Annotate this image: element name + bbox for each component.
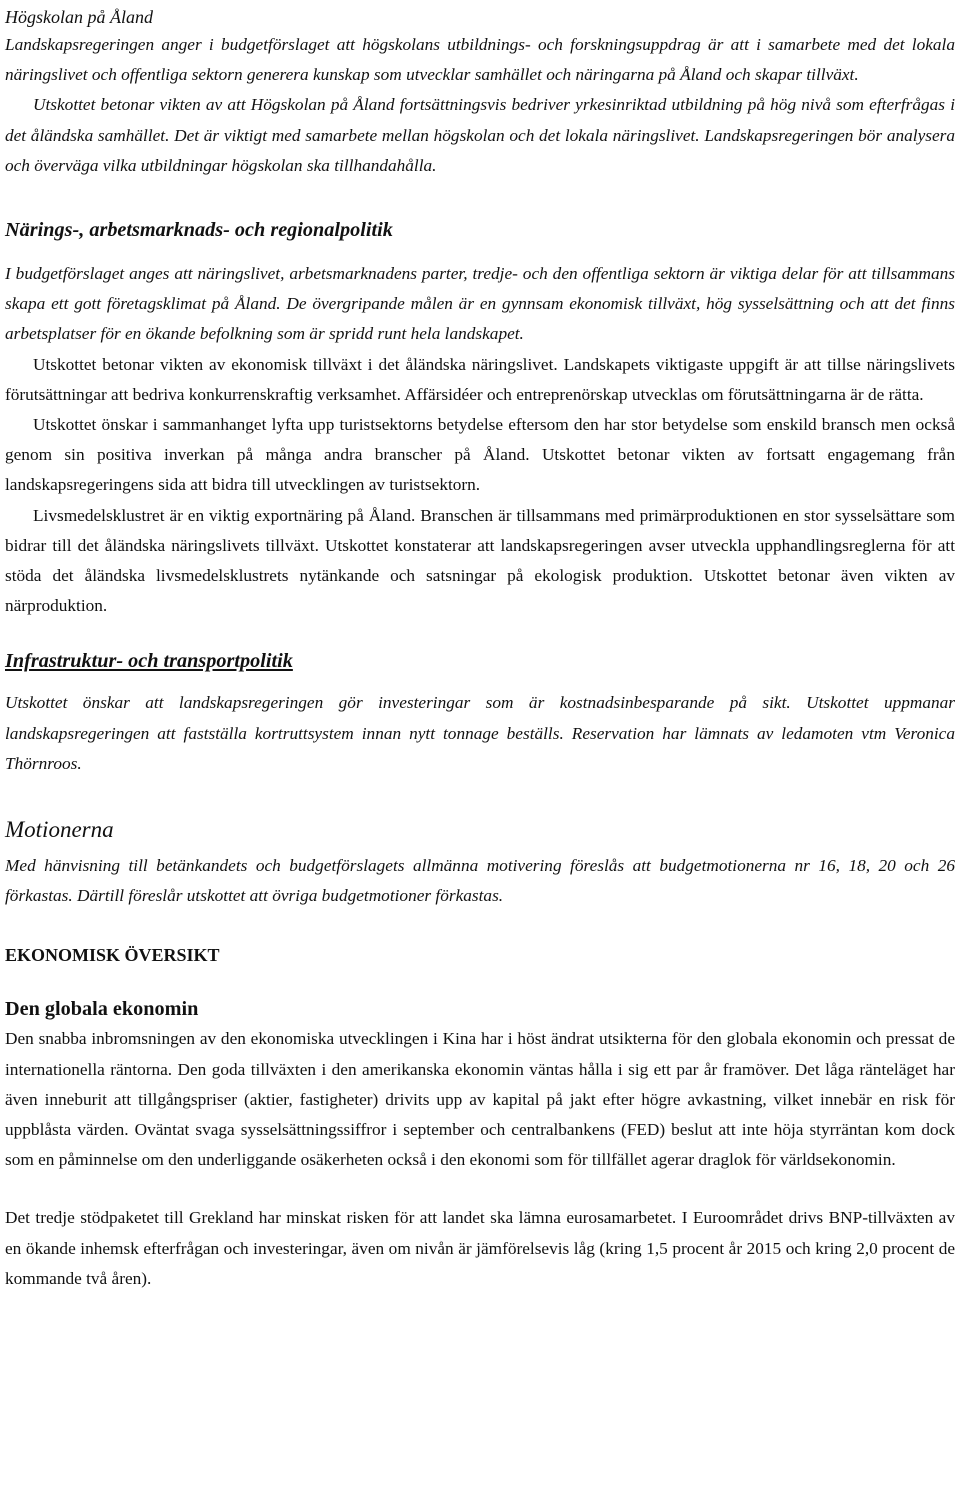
paragraph-infra-1: Utskottet önskar att landskapsregeringen gör investeringar som är kostnadsinbesparande på sikt. Utskottet uppmanar landskapsregeringen att fastställa kortruttsystem innan nytt tonnage beställs. Reservation har lämnats av ledamoten vtm Veronica Thörnroos. xyxy=(5,693,955,773)
paragraph-naring-2: Utskottet betonar vikten av ekonomisk tillväxt i det åländska näringslivet. Landskapets viktigaste uppgift är att tillse näringslivets förutsättningar att bedriva konkurrenskraftig verksamhet. Affärsidéer och entreprenörskap utvecklas om förutsättningarna är de rätta. xyxy=(5,354,955,404)
section-title-infra: Infrastruktur- och transportpolitik xyxy=(5,650,293,673)
paragraph-oversikt-2: Det tredje stödpaketet till Grekland har minskat risken för att landet ska lämna eurosamarbetet. I Euroområdet drivs BNP-tillväxten av en ökande inhemsk efterfrågan och investeringar, även om nivån är jämförelsevis låg (kring 1,5 procent år 2015 och kring 2,0 procent de kommande två åren). xyxy=(5,1208,955,1288)
paragraph-oversikt-1: Den snabba inbromsningen av den ekonomiska utvecklingen i Kina har i höst ändrat utsikterna för den globala ekonomin och pressat de internationella räntorna. Den goda tillväxten i den amerikanska ekonomin väntas hålla i sig ett par år framöver. Det låga ränteläget har även inneburit att tillgångspriser (aktier, fastigheter) drivits upp av kapital på jakt efter högre avkastning, vilket innebär en risk för uppblåsta värden. Oväntat svaga sysselsättningssiffror i september och centralbankens (FED) beslut att inte höja styrräntan kom dock som en påminnelse om den underliggande osäkerheten också i den ekonomi som för tillfället agerar draglok för världsekonomin. xyxy=(5,1029,955,1170)
paragraph-naring-3: Utskottet önskar i sammanhanget lyfta upp turistsektorns betydelse eftersom den har stor betydelse som enskild bransch men också genom sin positiva inverkan på många andra branscher på Åland. Utskottet betonar vikten av fortsatt engagemang från landskapsregeringens sida att bidra till utvecklingen av turistsektorn. xyxy=(5,415,955,495)
document-page xyxy=(5,4,955,1294)
paragraph-naring-4: Livsmedelsklustret är en viktig exportnäring på Åland. Branschen är tillsammans med primärproduktionen en stor sysselsättare som bidrar till det åländska näringslivets tillväxt. Utskottet konstaterar att landskapsregeringen avser utveckla upphandlingsreglerna för att stöda det åländska livsmedelsklustrets nytänkande och satsningar på ekologisk produktion. Utskottet betonar även vikten av närproduktion. xyxy=(5,505,955,616)
subsection-title-globala-ekonomin: Den globala ekonomin xyxy=(5,998,199,1021)
paragraph-hogskolan-2: Utskottet betonar vikten av att Högskolan på Åland fortsättningsvis bedriver yrkesinriktad utbildning på hög nivå som efterfrågas i det åländska samhället. Det är viktigt med samarbete mellan högskolan och det lokala näringslivet. Landskapsregeringen bör analysera och överväga vilka utbildningar högskolan ska tillhandahålla. xyxy=(5,95,955,175)
paragraph-naring-1: I budgetförslaget anges att näringslivet, arbetsmarknadens parter, tredje- och den offentliga sektorn är viktiga delar för att tillsammans skapa ett gott företagsklimat på Åland. De övergripande målen är en gynnsam ekonomisk tillväxt, hög sysselsättning och att det finns arbetsplatser för en ökande befolkning som är spridd runt hela landskapet. xyxy=(5,264,955,344)
paragraph-hogskolan-1: Landskapsregeringen anger i budgetförslaget att högskolans utbildnings- och forskningsuppdrag är att i samarbete med det lokala näringslivet och offentliga sektorn generera kunskap som utvecklar samhället och näringarna på Åland och skapar tillväxt. xyxy=(5,35,955,85)
section-title-hogskolan: Högskolan på Åland xyxy=(5,7,153,27)
paragraph-motionerna-1: Med hänvisning till betänkandets och budgetförslagets allmänna motivering föreslås att budgetmotionerna nr 16, 18, 20 och 26 förkastas. Därtill föreslår utskottet att övriga budgetmotioner förkastas. xyxy=(5,856,955,906)
section-title-ekonomisk-oversikt: EKONOMISK ÖVERSIKT xyxy=(5,945,220,966)
section-title-motionerna: Motionerna xyxy=(5,817,114,843)
section-title-naring: Närings-, arbetsmarknads- och regionalpolitik xyxy=(5,219,393,242)
